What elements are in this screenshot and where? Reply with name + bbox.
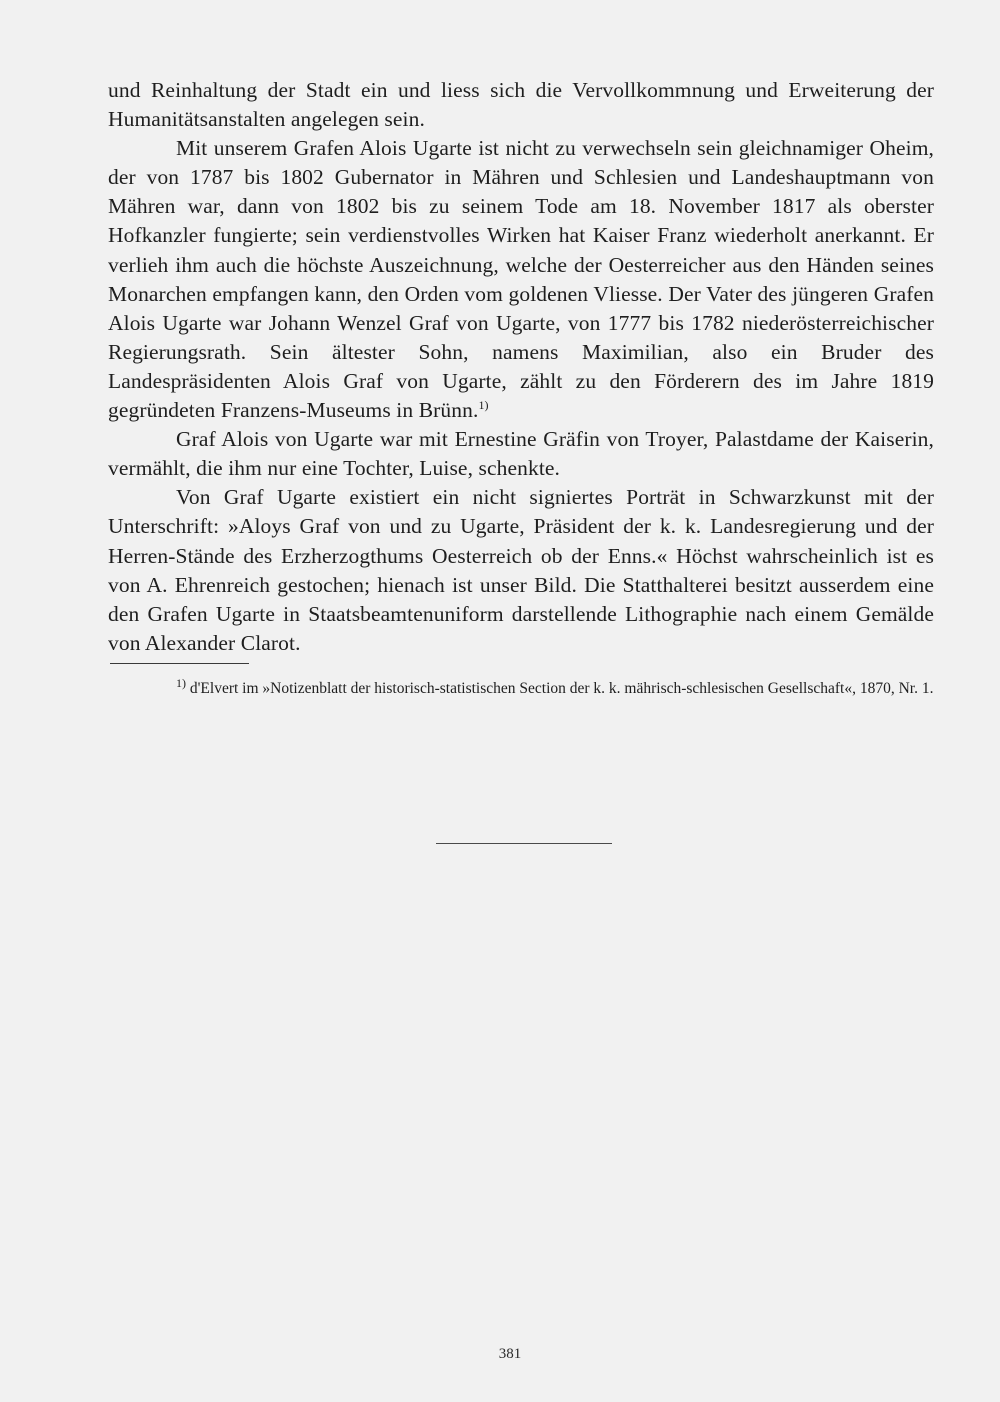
paragraph-ugarte-uncle <box>108 134 934 425</box>
page-number: 381 <box>498 1346 522 1362</box>
footnote <box>108 675 948 700</box>
paragraph-ugarte-uncle-text: Mit unserem Grafen Alois Ugarte ist nicht zu verwechseln sein gleichnamiger Oheim, der von 1787 bis 1802 Gubernator in Mähren und Schlesien und Landeshauptmann von Mähren war, dann von 1802 bis zu seinem Tode am 18. November 1817 als oberster Hofkanzler fungierte; sein verdienstvolles Wirken hat Kaiser Franz wiederholt anerkannt. Er verlieh ihm auch die höchste Auszeichnung, welche der Oesterreicher aus den Händen seines Monarchen empfangen kann, den Orden vom goldenen Vliesse. Der Vater des jüngeren Grafen Alois Ugarte war Johann Wenzel Graf von Ugarte, von 1777 bis 1782 niederösterreichischer Regierungsrath. Sein ältester Sohn, namens Maximilian, also ein Bruder des Landespräsidenten Alois Graf von Ugarte, zählt zu den Förderern des im Jahre 1819 gegründeten Franzens-Museums in Brünn. <box>108 136 934 423</box>
footnote-text: d'Elvert im »Notizenblatt der historisch-statistischen Section der k. k. mährisch-schlesischen Gesellschaft«, 1870, Nr. 1. <box>186 680 934 697</box>
paragraph-portrait: Von Graf Ugarte existiert ein nicht signiertes Porträt in Schwarzkunst mit der Unterschrift: »Aloys Graf von und zu Ugarte, Präsident der k. k. Landesregierung und der Herren-Stände des Erzherzogthums Oesterreich ob der Enns.« Höchst wahrscheinlich ist es von A. Ehrenreich gestochen; hienach ist unser Bild. Die Statthalterei besitzt ausserdem eine den Grafen Ugarte in Staatsbeamtenuniform darstellende Lithographie nach einem Gemälde von Alexander Clarot. <box>108 485 934 655</box>
footnote-divider <box>110 663 249 664</box>
paragraph-continuation: und Reinhaltung der Stadt ein und liess sich die Vervollkommnung und Erweiterung der Humanitätsanstalten angelegen sein. <box>108 78 934 132</box>
footnote-reference[interactable]: 1) <box>478 397 489 412</box>
footnote-marker: 1) <box>176 675 186 690</box>
body-text <box>108 76 934 658</box>
section-end-divider <box>436 843 612 844</box>
paragraph-marriage: Graf Alois von Ugarte war mit Ernestine Gräfin von Troyer, Palastdame der Kaiserin, vermählt, die ihm nur eine Tochter, Luise, schenkte. <box>108 427 934 481</box>
